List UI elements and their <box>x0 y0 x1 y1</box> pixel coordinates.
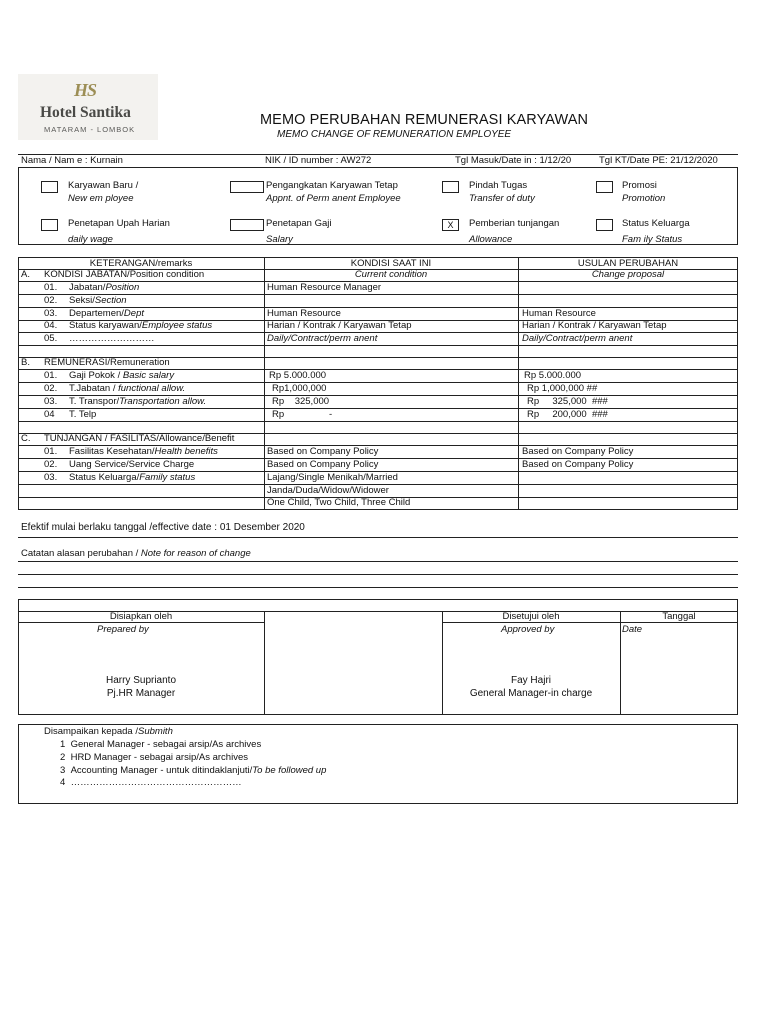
type-daily-wage-label: Penetapan Upah Harian <box>68 218 170 229</box>
row-a5-proposal: Daily/Contract/perm anent <box>522 333 633 344</box>
type-family-status-label: Status Keluarga <box>622 218 690 229</box>
checkbox-new-employee[interactable] <box>41 181 58 193</box>
row-a4-no: 04. <box>44 320 58 331</box>
date-sub: Date <box>622 624 643 635</box>
approved-by-sub: Approved by <box>501 624 555 635</box>
checkbox-salary[interactable] <box>230 219 264 231</box>
page-title: MEMO PERUBAHAN REMUNERASI KARYAWAN <box>260 112 589 128</box>
row-c2-proposal: Based on Company Policy <box>522 459 634 470</box>
row-b4-label: T. Telp <box>69 409 97 420</box>
row-b4-current: Rp - <box>272 409 333 420</box>
section-a-letter: A. <box>21 269 30 280</box>
row-a2-label: Seksi/Section <box>69 295 127 306</box>
type-promotion-label: Promosi <box>622 180 657 191</box>
row-a1-label: Jabatan/Position <box>69 282 140 293</box>
submit-item-4: 4 ……………………………………………… <box>60 777 242 788</box>
logo-name: Hotel Santika <box>40 104 131 121</box>
type-salary-label: Penetapan Gaji <box>266 218 332 229</box>
approver-name: Fay Hajri <box>510 675 551 686</box>
row-c3-label: Status Keluarga/Family status <box>69 472 196 483</box>
prepared-by-label: Disiapkan oleh <box>109 611 173 622</box>
header-remarks: KETERANGAN/remarks <box>89 258 193 269</box>
row-c1-no: 01. <box>44 446 58 457</box>
date-pe: Tgl KT/Date PE: 21/12/2020 <box>599 155 718 166</box>
note-line-2[interactable] <box>18 574 738 575</box>
row-c3-extra-2: One Child, Two Child, Three Child <box>267 497 411 508</box>
checkbox-promotion[interactable] <box>596 181 613 193</box>
row-b4-proposal: Rp 200,000 ### <box>527 409 608 420</box>
hotel-logo <box>18 74 158 140</box>
checkbox-allowance[interactable]: X <box>442 219 459 231</box>
header-current: KONDISI SAAT INI <box>350 258 432 269</box>
header-proposal-sub: Change proposal <box>591 269 665 280</box>
row-c2-label: Uang Service/Service Charge <box>69 459 195 470</box>
row-b1-current: Rp 5.000.000 <box>269 370 327 381</box>
row-c3-no: 03. <box>44 472 58 483</box>
row-a3-label: Departemen/Dept <box>69 308 144 319</box>
effective-date: Efektif mulai berlaku tanggal /effective date : 01 Desember 2020 <box>21 522 305 533</box>
preparer-name: Harry Suprianto <box>105 675 177 686</box>
row-b3-proposal: Rp 325,000 ### <box>527 396 608 407</box>
type-transfer-label: Pindah Tugas <box>469 180 528 191</box>
section-b-title: REMUNERASI/Remuneration <box>44 357 170 368</box>
checkbox-transfer[interactable] <box>442 181 459 193</box>
section-c-title: TUNJANGAN / FASILITAS/Allowance/Benefit <box>44 433 235 444</box>
type-permanent-sub: Appnt. of Perm anent Employee <box>266 193 401 204</box>
row-b1-no: 01. <box>44 370 58 381</box>
row-a4-proposal: Harian / Kontrak / Karyawan Tetap <box>522 320 667 331</box>
row-c3-current: Lajang/Single Menikah/Married <box>267 472 398 483</box>
type-allowance-label: Pemberian tunjangan <box>469 218 560 229</box>
type-transfer-sub: Transfer of duty <box>469 193 535 204</box>
employee-name: Nama / Nam e : Kurnain <box>21 155 123 166</box>
row-a4-label: Status karyawan/Employee status <box>69 320 213 331</box>
type-family-status-sub: Fam ily Status <box>622 234 683 245</box>
row-b2-no: 02. <box>44 383 58 394</box>
checkbox-family-status[interactable] <box>596 219 613 231</box>
type-new-employee-sub: New em ployee <box>68 193 134 204</box>
row-b4-no: 04 <box>44 409 55 420</box>
row-b3-label: T. Transpor/Transportation allow. <box>69 396 207 407</box>
row-a5-label: ……………………… <box>69 333 155 344</box>
row-b2-current: Rp1,000,000 <box>272 383 327 394</box>
row-a3-no: 03. <box>44 308 58 319</box>
header-current-sub: Current condition <box>354 269 428 280</box>
header-proposal: USULAN PERUBAHAN <box>577 258 679 269</box>
row-b3-no: 03. <box>44 396 58 407</box>
checkbox-permanent-appointment[interactable] <box>230 181 264 193</box>
note-label: Catatan alasan perubahan / Note for reason of change <box>21 548 251 559</box>
date-in: Tgl Masuk/Date in : 1/12/20 <box>455 155 572 166</box>
type-salary-sub: Salary <box>266 234 293 245</box>
row-a2-no: 02. <box>44 295 58 306</box>
section-b-letter: B. <box>21 357 30 368</box>
submit-item-3: 3 Accounting Manager - untuk ditindaklanjuti/To be followed up <box>60 765 327 776</box>
date-label: Tanggal <box>662 611 696 622</box>
row-c1-current: Based on Company Policy <box>267 446 379 457</box>
approved-by-label: Disetujui oleh <box>502 611 560 622</box>
row-b1-proposal: Rp 5.000.000 <box>524 370 582 381</box>
row-a1-current: Human Resource Manager <box>267 282 382 293</box>
row-b1-label: Gaji Pokok / Basic salary <box>69 370 175 381</box>
row-c3-extra-1: Janda/Duda/Widow/Widower <box>267 485 389 496</box>
note-line-1[interactable] <box>18 561 738 562</box>
employee-nik: NIK / ID number : AW272 <box>265 155 372 166</box>
row-c2-no: 02. <box>44 459 58 470</box>
prepared-by-sub: Prepared by <box>97 624 149 635</box>
type-permanent-label: Pengangkatan Karyawan Tetap <box>266 180 398 191</box>
checkbox-daily-wage[interactable] <box>41 219 58 231</box>
submit-item-1: 1 General Manager - sebagai arsip/As archives <box>60 739 262 750</box>
section-a-title: KONDISI JABATAN/Position condition <box>44 269 205 280</box>
section-c-letter: C. <box>21 433 31 444</box>
row-c2-current: Based on Company Policy <box>267 459 379 470</box>
submit-item-2: 2 HRD Manager - sebagai arsip/As archives <box>60 752 248 763</box>
approver-title: General Manager-in charge <box>469 688 593 699</box>
row-a3-current: Human Resource <box>267 308 341 319</box>
row-a3-proposal: Human Resource <box>522 308 596 319</box>
logo-city: MATARAM - LOMBOK <box>44 125 136 134</box>
row-c1-label: Fasilitas Kesehatan/Health benefits <box>69 446 218 457</box>
type-new-employee-label: Karyawan Baru / <box>68 180 139 191</box>
row-b2-label: T.Jabatan / functional allow. <box>69 383 186 394</box>
type-promotion-sub: Promotion <box>622 193 666 204</box>
type-allowance-sub: Allowance <box>469 234 513 245</box>
row-a4-current: Harian / Kontrak / Karyawan Tetap <box>267 320 412 331</box>
row-a5-current: Daily/Contract/perm anent <box>267 333 378 344</box>
row-a5-no: 05. <box>44 333 58 344</box>
note-line-3[interactable] <box>18 587 738 588</box>
page-subtitle: MEMO CHANGE OF REMUNERATION EMPLOYEE <box>277 129 512 140</box>
row-c1-proposal: Based on Company Policy <box>522 446 634 457</box>
preparer-title: Pj.HR Manager <box>106 688 176 699</box>
row-b3-current: Rp 325,000 <box>272 396 330 407</box>
logo-monogram: HS <box>74 80 97 100</box>
type-daily-wage-sub: daily wage <box>68 234 113 245</box>
row-a1-no: 01. <box>44 282 58 293</box>
submit-label: Disampaikan kepada /Submith <box>44 726 173 737</box>
row-b2-proposal: Rp 1,000,000 ## <box>527 383 598 394</box>
